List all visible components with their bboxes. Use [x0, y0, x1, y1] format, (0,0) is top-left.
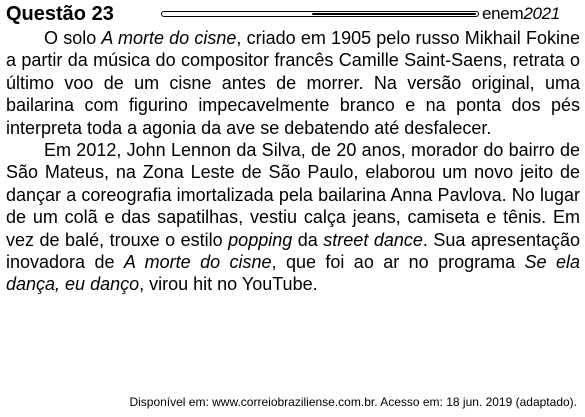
enem-logo-year: 2021: [523, 4, 560, 23]
p1-text-1: O solo: [44, 28, 102, 48]
question-header: [6, 0, 580, 28]
source-citation: Disponível em: www.correiobraziliense.com.br. Acesso em: 18 jun. 2019 (adaptado).: [129, 395, 577, 409]
p2-italic-program: Se ela dança, eu danço: [6, 252, 580, 295]
paragraph-1: [6, 27, 580, 139]
enem-logo-name: enem: [482, 4, 524, 23]
question-text: [6, 27, 580, 296]
p2-text-3: . Sua apresentação inovadora de: [6, 229, 580, 273]
p2-italic-popping: popping: [228, 229, 293, 250]
header-rule: [161, 11, 479, 17]
enem-logo: [482, 5, 560, 23]
p2-text-2: da: [292, 229, 324, 250]
p2-text-1: Em 2012, John Lennon da Silva, de 20 anos, morador do bairro de São Mateus, na Zona Leste de São Paulo, elaborou um novo jeito de dançar a coreografia imortalizada pela bailarina Anna Pavlova. No lugar de um colã e das sapatilhas, vestiu calça jeans, camiseta e tênis. Em vez de balé, trouxe o estilo: [6, 140, 580, 250]
p2-text-4: , que foi ao ar no programa: [271, 252, 525, 273]
header-rule-fill: [312, 13, 476, 15]
question-number: Questão 23: [6, 3, 114, 25]
p2-italic-street-dance: street dance: [323, 229, 423, 250]
paragraph-2: [6, 139, 580, 296]
p2-text-5: , virou hit no YouTube.: [139, 274, 318, 295]
p2-italic-title: A morte do cisne: [123, 252, 272, 273]
p1-italic-title: A morte do cisne: [101, 28, 237, 48]
p1-text-2: , criado em 1905 pelo russo Mikhail Fokine a partir da música do compositor francês Camille Saint-Saens, retrata o último voo de um cisne antes de morrer. Na versão original, uma bailarina com figurino impecavelmente branco e na ponta dos pés interpreta toda a agonia da ave se debatendo até desfalecer.: [6, 28, 580, 138]
